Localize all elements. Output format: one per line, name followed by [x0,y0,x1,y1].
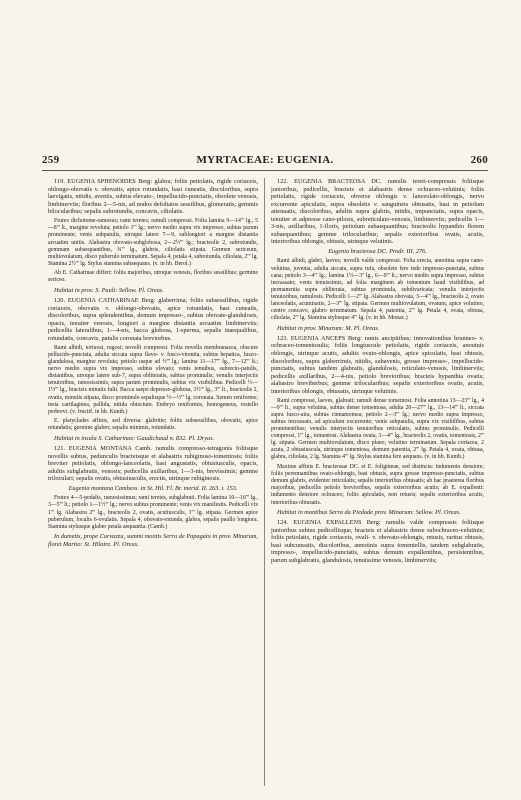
right-page-number: 260 [470,154,488,166]
paragraph-italic: Habitat in prov. Minarum: M. Pl. Oreas. [277,324,380,332]
right-column [271,178,484,786]
paragraph-fine: Ab E. Catharinae differt: foliis majoribus, utroque venosis, floribus sessilibus; germine sericeo. [48,270,258,284]
paragraph-italic: In dumetis, prope Curvazzu, summi montis Serra de Papagaio in prov. Minarum, floret Martio: St. Hilaire. Pl. Oreas. [48,533,258,548]
paragraph-center: Eugenia bracteosa DC. Prodr. III. 276. [328,248,427,256]
paragraph-fine: Rami compressi, laeves, glabrati; ramuli dense tomentosi. Folia annotina 13—23''' lg., 4—9''' lt., supra velutina, subtus dense tomentosa, adulta 20—27''' lg., 13—14''' lt., siccata supra fusco-atra, subtus cinnamomea; petiolo 2—3''' lg.; nervo medio supra impresso, subtus incrassato, ad apiculum excurrente; venis subpatulis, supra vix visibilibus, subtus prominentibus; venulis interjectis tenuioribus reticulatis, subtus prominulis. Pedicelli compressi, 1''' lg., tomentosi. Alabastra ovata, 3—4''' lg., bracteolis 2, ovatis, tomentosis, 2''' lg. stipata. Germen multiovulatum, disco plano, velutino terminatum. Sepala coriacea, 2 acuta, 2 obtusiuscula, utrinque tomentosa, demum patentia, 2''' lg. Petala 4, ovata, obtusa, glabra, ciliolata, 2 lg. Stamina 4''' lg. Stylus stamina fere aequans. (v. in hb. Kunth.) [271,397,484,461]
paragraph-center: Eugenia montana Cambess. in St. Hil. Fl. Br. merid. II. 263. t. 153. [68,485,238,493]
page-header [42,154,488,168]
paragraph-fine: Rami albidi, tortuosi, rugosi; novelli compressi. Folia novella membranacea, obscure pellucido-punctata, adulta siccata supra flavo- v. fusco-virentia, subtus hepatica, fusco-glandulosa, margine revoluta; petiolo usque ad ½''' lg.; lamina 11—17''' lg., 7—12''' lt.; nervo medio supra vix impresso, subtus elevato; venis tenuibus, subrecto-patulis, distantibus, utroque latere sub-7, supra obliteratis, subtus prominulis; venulis interjectis tenuioribus, ramosissimis, supra parum prominulis, subtus vix visibilibus. Pedicelli ½—1½''' lg., bracteis minutis fulti. Bacca saepe depresso-globosa, 3½''' lg., 3''' lt., bracteolis 2, ovatis, minutis stipata, disco prominulo sepalisque ½—½''' lg. coronata. Semen reniforme; testa cartilaginea, pallida, nitida obtectum. Embryo reniformis, homogeneus, rostello perbrevi. (v. fructif. in hb. Kunth.) [48,344,258,415]
paragraph-body: 120. EUGENIA CATHARINAE Berg: glaberrima; foliis subsessilibus, rigide coriaceis, obovatis v. oblongo-obovatis, apice rotundatis, basi cuneatis, discoloribus, supra splendentibus, demum impresso-, subtus obovate-glandulosis, opacis, tenuiter venosis, longiori a margine distantia arcuatim limbinerviis; pedicellis lateralibus, 1—4-nis, bacca globosa, 1-sperma, sepalis inaequalibus, rotundatis, concavis, patulis coronata breviorbus. [48,297,258,342]
paragraph-body: 124. EUGENIA EXPALLENS Berg: ramulis valde compressis foliisque junioribus subtus pedicellisque, bracteis et alabastris dense subochraceo-velutinis; foliis petiolatis, rigide coriaceis, ovali- v. obovato-oblongis, retusis, raritus obtusis, basi subcuneatis, discoloribus, annotinis supra tomentellis, tandem subglabratis, impresso-, impellucido-punctatis, subtus demum expallentibus, persistentibus, parum subglabratis, glandulosis, tenuissime venosis, limbinerviis; [271,519,484,564]
paragraph-fine: Frutex dichotome-ramosus; rami teretes; ramuli compressi. Folia lamina 9—14''' lg., 5—8''' lt., margine revoluta; petiolo 1''' lg.; nervo medio supra vix impresso, subtus parum prominente; venis subpatulis, utroque latere 7—9, sublongiori a margine distantia arcuatim unitis. Alabastra obovato-subglobosa, 2—2½''' lg.; bracteolis 2, subrotundis, gemmam subaequantibus, ¾''' lg., glabris, ciliolatis stipata. Germen sericeum, multiovulatum, disco puberulo terminatum. Sepala 4, petala 4, subrotunda, ciliolata, 2''' lg. Stamina 2½''' lg. Stylus stamina subaequans. (v. in hb. Berol.) [48,218,258,267]
paragraph-italic: Habitat in insula S. Catharinae: Gaudichaud n. 832. Pl. Dryas. [54,435,215,443]
paragraph-fine: Rami albidi, glabri, laeves; novelli valde compressi. Folia erecta, annotina supra cano-velutina, juvenia, adulta siccata, supra rufa, obsolete fere inde impresso-punctata, subtus cana; petiolo 3—4''' lg.; lamina 1½—3'' lg., 6—9''' lt.; nervo medio supra impresso, subtus incrassato; venis tenuissimis, ad folia marginem ab tomentum haud visibilibus, ad permanentia supra obliterata, subtus prominula, subdivaricata; venulis interjectis tenuioribus, ramulosis. Pedicelli 1—2''' lg. Alabastra obovata, 3—4''' lg., bracteolis 2, ovato lanceolatis, acuminatis, 2—3''' lg. stipata. Germen multiovulatum, ovatum, apice volutino, centro concavo, glabro terminatum. Sepala 4, patentia, 2''' lg. Petala 4, ovata, obtusa, ciliolata, 2''' lg. Stamina stylusque 4''' lg. (v. in hb. Monac.) [271,258,484,322]
paragraph-fine: Maxime affinis E. bracteosae DC. et E. foligineae, sed distincta: indumento densiore; foliis perennantibus ovato-oblongis, basi obtusis, supra grosse impresso-punctatis, subtus demum glabris, evidenter reticulatis; sepalis interioribus obtusatis; ab hac praeterea floribus majoribus, pedicellis petiolo brevioribus, sepalis exterioribus acutis; ab E. expallenti: indumento densiore ochraceo; foliis apiculatis, non retusis; sepalis exterioribus acutis, interioribus obtusatis. [271,464,484,506]
paragraph-italic: Habitat in montibus Serra da Piedade prov. Minarum: Sellow. Pl. Oreas. [277,509,461,517]
running-title: MYRTACEAE: EUGENIA. [196,154,334,166]
header-rule [42,170,488,171]
left-column [48,178,258,786]
paragraph-body: 121. EUGENIA MONTANA Camb. ramulis compresso-tetragonis foliisque novellis subtus, pedunculis bracteisque et alabastris rubiginoso-tomentosis; foliis breviter petiolatis, oblongo-lanceolatis, basi angustatis, obtusiusculis, opacis, adultis subglabratis, venosis; pedicellis axillaribus, 1—3-nis, brevissimis; gemme triloculari; sepalis ovatis, obtusiusculis, erectis, utrinque rubiginosis. [48,445,258,483]
left-page-number: 259 [42,154,60,166]
column-divider [264,178,265,786]
paragraph-fine: Frutex 4—5-pedalis, ramosissimus; rami teretes, subglabrati. Folia lamina 10—16''' lg., 3—5''' lt.; petiolo 1—1½''' lg.; nervo subtus prominente; venis vix manifestis. Pedicelli vix 1''' lg. Alabastra 2''' lg., bracteolis 2, ovatis, acutiusculis, 1''' lg. stipata. Germen apice puberulum, loculis 6-ovulatis. Sepala 4, obovato-rotunda, glabra, sepalis paullo longiora. Stamina stylusque glaber petala aequantia. (Camb.) [48,495,258,530]
paragraph-body: 122. EUGENIA BRACTEOSA DC. ramulis tereti-compressis foliisque junioribus, pedicellis, bracteis et alabastris dense ochraceo-velutinis; foliis petiolatis, rigide coriaceis, obverse oblongis v. lanceolato-oblongis, nervo excurrente apiculatis, supra obsoletis v. sanguineis obtusatis, basi in petiolum attenuatis, discoloribus, adultis supra glabris, nitidis, impunctatis, supra opacis, tenuiter et adpresse cano-pilosis, subreticulato-venosis, limbinerviis; pedicellis 1—3-nis, axillaribus, 1-floris, petiolum subaequantibus; bracteolis hypanthio florem subaequantibus; gemme trilocularibus; sepalis exterioribus ovatis, acutis, interioribus oblongis, obtusis, utrinque velutinis. [271,178,484,246]
paragraph-italic: Habitat in prov. S. Pauli: Sellow. Pl. Oreas. [54,287,164,295]
paragraph-fine: E. platyclades affinis, sed diversa: glabritie; foliis subsessilibus, obovatis, apice retundatis; germine glabro; sepalis minimis, rotundatis. [48,418,258,432]
paragraph-body: 119. EUGENIA SPHENOIDES Berg: glabra; foliis petiolatis, rigide coriaceis, oblongo-obovatis v. obovatis, apice rotundatis, basi cuneatis, discoloribus, supra laevigatis, nitidis, aveniis, subtus elevato-, impellucido-punctatis, obsolete venosis, limbinerviis; floribus 2—5-nis, ad nodos defoliatos sessilibus, glomeratis; gemmis bilocularibus; sepalis subrotundis, concavis, ciliolatis. [48,178,258,216]
paragraph-body: 123. EUGENIA ANCEPS Berg: ramis ancipitibus; innovationibus brunneo- v. ochraceo-tomentosulis; foliis longiuscule petiolatis, rigide coriaceis, anoutuis oblongis, utrinque acutis, adultis ovato-oblongis, apice spiculatis, basi obtusis, discoloribus, supra glaberrimis, nitidis, subavenis, grosse impresso-, impellucido-punctatis, subtus tandem glabratis, glandulosis, reticulato-venosis, limbinerviis; pedicellis axillaribus, 2—4-nis, petiolo brevioribus; bracteis hypanthia ovatis; alabastro breviberbus; gemme trilocularibus; sepalis exterioribus ovatis, acutis, interioribus oblongis, obtusatis, utrinque velutinis. [271,334,484,395]
